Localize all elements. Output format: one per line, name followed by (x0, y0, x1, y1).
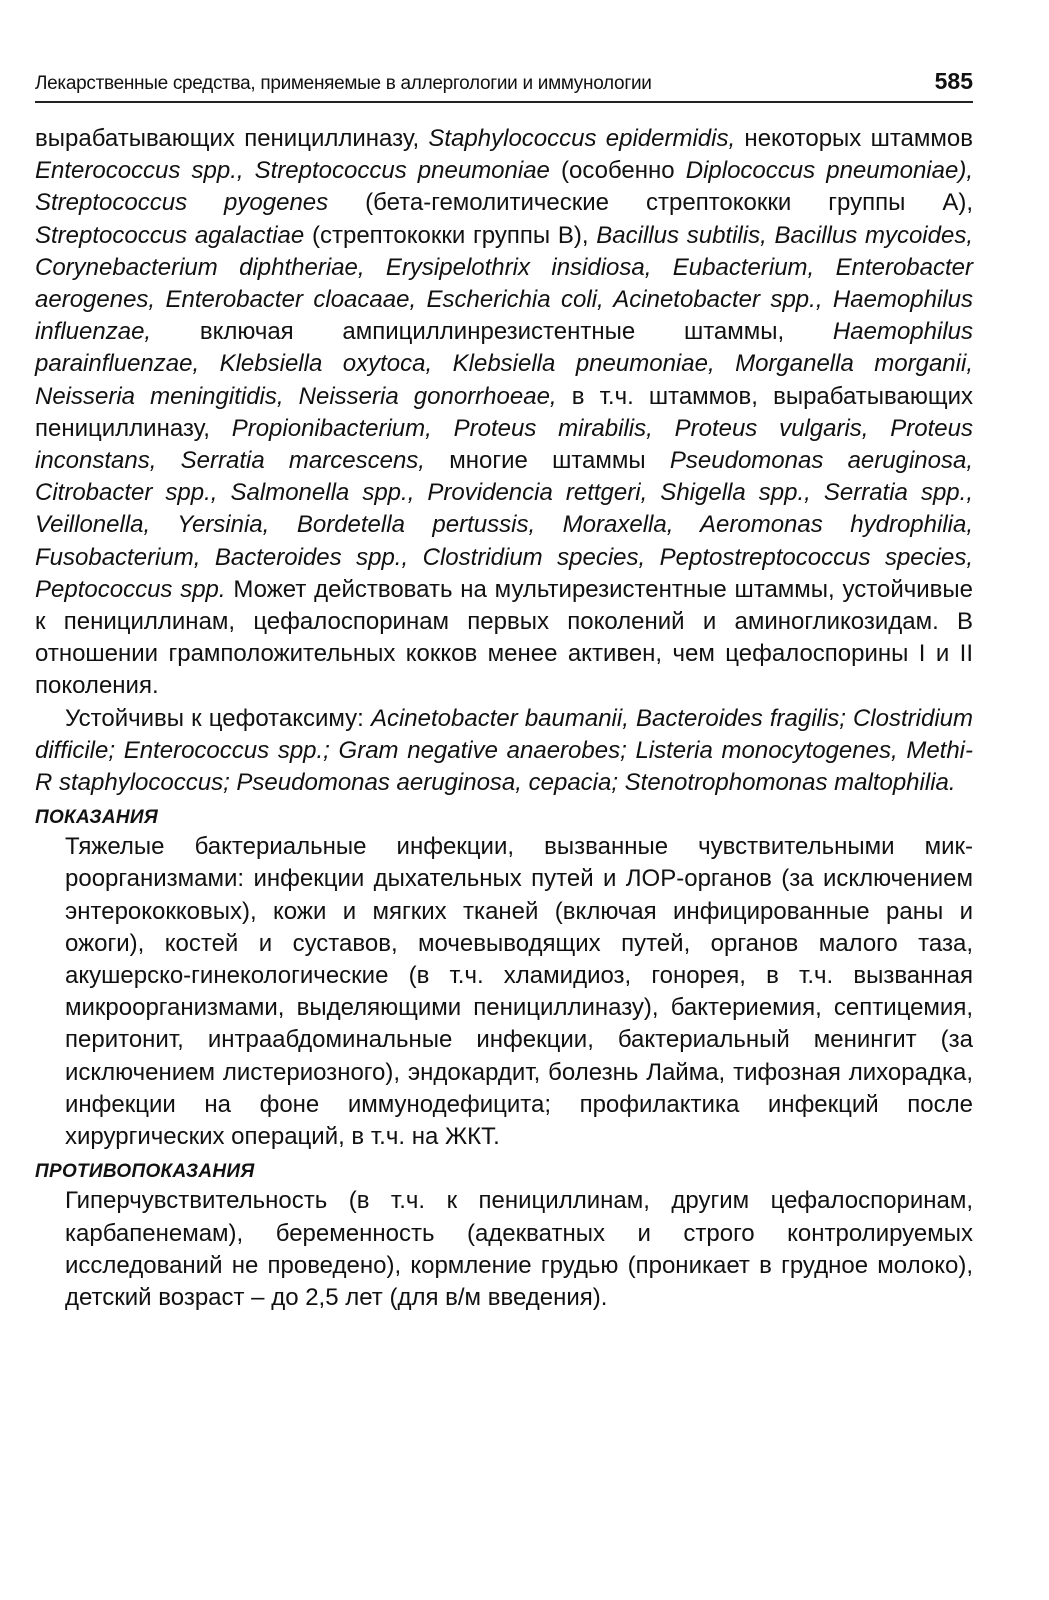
text-run: включая ампициллинрезистентные штаммы, (151, 318, 833, 346)
indications-paragraph (35, 831, 973, 1153)
document-page (35, 68, 973, 1314)
contraindications-paragraph (35, 1185, 973, 1314)
spectrum-paragraph (35, 123, 973, 703)
text-run: в т.ч. штаммов, вырабатывающих пенициллиназу, (35, 382, 973, 442)
page-header (35, 68, 973, 103)
text-run: некоторых штаммов (735, 125, 973, 152)
italic-run: Diplococcus pneumoniae), Streptococcus pyogenes (35, 157, 973, 217)
running-title: Лекарственные средства, применяемые в аллергологии и иммунологии (35, 73, 652, 94)
text-run: Устойчивы к цефотаксиму: (65, 704, 371, 732)
text-run: (особенно (549, 157, 686, 185)
text-run: (бета-гемолитические стрептококки группы А), (328, 189, 974, 217)
text-run: Может действовать на мультирезистентные штаммы, устойчивые к пенициллинам, цефалоспоринам первых поколений и аминогликозидам. В отношении грамположительных кокков менее активен, чем цефалоспорины I и II поколения. (35, 575, 973, 700)
page-number: 585 (934, 68, 973, 94)
italic-run: Enterococcus spp., Streptococcus pneumoniae (35, 157, 550, 185)
italic-run: Bacillus subtilis, Bacillus mycoides, Corynebacterium diphtheriae, Erysipelothrix insidiosa, Eubacterium, Enterobacter aerogenes, Enterobacter cloacaae, Escherichia coli, Acinetobacter spp., Haemophilus influenzae, (35, 221, 973, 346)
italic-run: Streptococcus agalactiae (35, 221, 305, 249)
text-run: (стрептококки группы В), (304, 221, 597, 249)
text-run: Гиперчувствительность (в т.ч. к пенициллинам, другим цефалоспоринам, карбапенемам), беременность (адекватных и строго контролируемых исследований не проведено), кормление грудью (проникает в грудное молоко), детский возраст – до 2,5 лет (для в/м введения). (65, 1187, 973, 1311)
italic-run: Acinetobacter baumanii, Bacteroides fragilis; Clostridium difficile; Enterococcus spp.; Gram negative anaerobes; Listeria monocytogenes, Methi-R staphylococcus; Pseudomonas aeruginosa, cepacia; Stenotrophomonas maltophilia. (35, 704, 973, 797)
contraindications-heading: ПРОТИВОПОКАЗАНИЯ (35, 1161, 255, 1183)
italic-run: Staphylococcus epidermidis, (428, 125, 736, 152)
resistance-paragraph (35, 703, 973, 800)
text-run: многие штаммы (424, 447, 670, 475)
text-run: вырабатывающих пенициллиназу, (35, 125, 429, 152)
italic-run: Pseudomonas aeruginosa, Citrobacter spp., Salmonella spp., Providencia rettgeri, Shigella spp., Serratia spp., Veillonella, Yersinia, Bordetella pertussis, Moraxella, Aeromonas hydrophilia, Fusobacterium, Bacteroides spp., Clostridium species, Peptostreptococcus species, Peptococcus spp. (35, 447, 974, 603)
italic-run: Haemophilus parainfluenzae, Klebsiella oxytoca, Klebsiella pneumoniae, Morganella morganii, Neisseria meningitidis, Neisseria gonorrhoeae, (35, 318, 973, 410)
italic-run: Propionibacterium, Proteus mirabilis, Proteus vulgaris, Proteus inconstans, Serratia marcescens, (35, 414, 973, 475)
text-run: Тяжелые бактериальные инфекции, вызванные чувствительными микроорганизмами: инфекции дыхательных путей и ЛОР-органов (за исключением энтерококковых), кожи и мягких тканей (включая инфицированные раны и ожоги), костей и суставов, мочевыводящих путей, органов малого таза, акушерско-гинекологические (в т.ч. хламидиоз, гонорея, в т.ч. вызванная микроорганизмами, выделяющими пенициллиназу), бактериемия, септицемия, перитонит, интраабдоминальные инфекции, бактериальный менингит (за исключением листериозного), эндокардит, болезнь Лайма, тифозная лихорадка, инфекции на фоне иммунодефицита; профилактика инфекций после хирургических операций, в т.ч. на ЖКТ. (65, 833, 973, 1151)
indications-heading: ПОКАЗАНИЯ (35, 807, 158, 829)
